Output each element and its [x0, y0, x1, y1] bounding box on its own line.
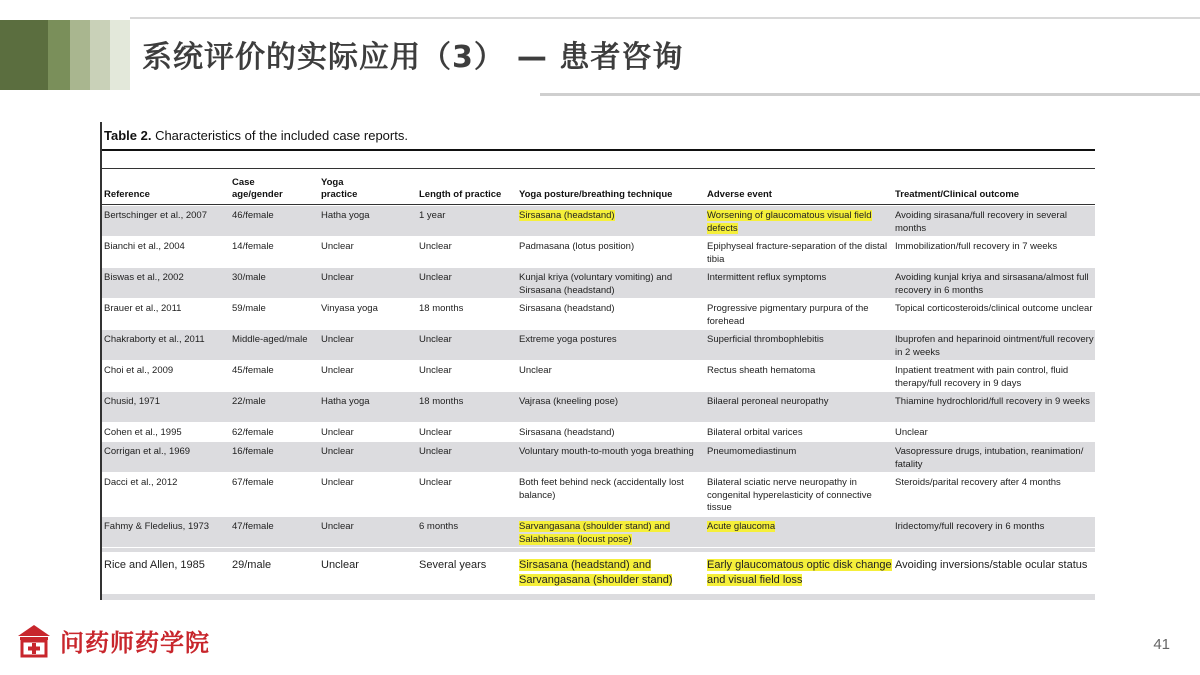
column-header-posture: Yoga posture/breathing technique	[519, 189, 673, 200]
table-row	[102, 473, 1095, 517]
column-header-yoga	[321, 177, 357, 201]
cell-treatment: Ibuprofen and heparinoid ointment/full recovery in 2 weeks	[895, 334, 1094, 358]
table-top-rule	[102, 149, 1095, 151]
table-header-bottom-rule	[102, 204, 1095, 205]
cell-reference: Rice and Allen, 1985	[104, 559, 205, 571]
column-header-length: Length of practice	[419, 189, 502, 200]
cell-treatment: Vasopressure drugs, intubation, reanimation/ fatality	[895, 446, 1084, 470]
cell-case: 29/male	[232, 559, 272, 571]
cell-adverse: Epiphyseal fracture-separation of the distal tibia	[707, 241, 888, 265]
cell-yoga: Unclear	[321, 365, 354, 376]
cell-reference: Biswas et al., 2002	[104, 272, 184, 283]
cell-reference: Corrigan et al., 1969	[104, 446, 191, 457]
table-row	[102, 299, 1095, 330]
cell-reference: Bianchi et al., 2004	[104, 241, 185, 252]
cell-reference: Choi et al., 2009	[104, 365, 174, 376]
cell-adverse: Superficial thrombophlebitis	[707, 334, 824, 345]
page-title-sub: — 患者咨询	[516, 40, 684, 75]
cell-case: Middle-aged/male	[232, 334, 308, 345]
cell-length: Unclear	[419, 334, 452, 345]
cell-adverse	[707, 558, 893, 588]
header-stripe	[70, 20, 90, 90]
cell-yoga: Unclear	[321, 334, 354, 345]
cell-posture: Vajrasa (kneeling pose)	[519, 396, 619, 407]
case-reports-table	[100, 122, 1095, 600]
cell-case: 62/female	[232, 427, 274, 438]
cell-length: Unclear	[419, 446, 452, 457]
cell-yoga: Unclear	[321, 559, 359, 571]
cell-length: Several years	[419, 559, 487, 571]
cell-reference: Fahmy & Fledelius, 1973	[104, 521, 210, 532]
highlighted-text: Worsening of glaucomatous visual field defects	[707, 210, 872, 234]
table-row	[102, 237, 1095, 268]
cell-case: 67/female	[232, 477, 274, 488]
table-body	[102, 206, 1095, 600]
table-row	[102, 268, 1095, 299]
cell-treatment: Steroids/parital recovery after 4 months	[895, 477, 1061, 488]
table-header-top-rule	[102, 168, 1095, 169]
cell-posture	[519, 521, 705, 546]
table-cutoff-row	[102, 594, 1095, 600]
header-stripe	[48, 20, 70, 90]
cell-posture: Unclear	[519, 365, 552, 376]
cell-yoga: Vinyasa yoga	[321, 303, 378, 314]
cell-case: 14/female	[232, 241, 274, 252]
table-row	[102, 361, 1095, 392]
cell-yoga: Hatha yoga	[321, 210, 370, 221]
cell-yoga: Unclear	[321, 446, 354, 457]
cell-case: 16/female	[232, 446, 274, 457]
cell-adverse: Bilaeral peroneal neuropathy	[707, 396, 829, 407]
column-header-case-line2: age/gender	[232, 189, 283, 200]
highlighted-text: Sarvangasana (shoulder stand) and Salabhasana (locust pose)	[519, 521, 671, 545]
page-title	[142, 32, 683, 76]
cell-reference: Dacci et al., 2012	[104, 477, 178, 488]
table-row	[102, 517, 1095, 548]
column-header-case	[232, 177, 283, 201]
pharmacy-school-icon	[16, 622, 52, 658]
table-row	[102, 206, 1095, 237]
column-header-adverse: Adverse event	[707, 189, 772, 200]
header-stripe	[0, 20, 48, 90]
cell-posture	[519, 558, 705, 588]
cell-treatment: Iridectomy/full recovery in 6 months	[895, 521, 1045, 532]
cell-adverse: Intermittent reflux symptoms	[707, 272, 827, 283]
cell-treatment: Avoiding sirasana/full recovery in several months	[895, 210, 1067, 234]
cell-case: 30/male	[232, 272, 266, 283]
cell-treatment: Unclear	[895, 427, 928, 438]
cell-case: 46/female	[232, 210, 274, 221]
cell-reference: Cohen et al., 1995	[104, 427, 182, 438]
cell-adverse: Rectus sheath hematoma	[707, 365, 816, 376]
highlighted-text: Acute glaucoma	[707, 521, 776, 532]
header-bottom-rule	[540, 93, 1200, 96]
table-header	[104, 177, 1094, 201]
brand-name: 问药师药学院	[60, 628, 210, 657]
cell-yoga: Unclear	[321, 477, 354, 488]
cell-treatment: Avoiding kunjal kriya and sirsasana/almost full recovery in 6 months	[895, 272, 1089, 296]
cell-reference: Chusid, 1971	[104, 396, 160, 407]
header-top-rule	[130, 17, 1200, 19]
cell-posture: Voluntary mouth-to-mouth yoga breathing	[519, 446, 694, 457]
column-header-reference: Reference	[104, 189, 150, 200]
cell-treatment: Immobilization/full recovery in 7 weeks	[895, 241, 1058, 252]
cell-length: Unclear	[419, 241, 452, 252]
cell-reference: Brauer et al., 2011	[104, 303, 182, 314]
cell-yoga: Hatha yoga	[321, 396, 370, 407]
table-caption	[104, 128, 408, 143]
header-decoration	[0, 20, 130, 90]
cell-posture: Padmasana (lotus position)	[519, 241, 635, 252]
cell-length: Unclear	[419, 477, 452, 488]
cell-posture: Sirsasana (headstand)	[519, 427, 615, 438]
highlighted-text: Sirsasana (headstand)	[519, 210, 615, 221]
cell-case: 59/male	[232, 303, 266, 314]
cell-length: 1 year	[419, 210, 446, 221]
cell-length: 18 months	[419, 396, 464, 407]
cell-adverse	[707, 210, 893, 235]
cell-treatment: Topical corticosteroids/clinical outcome unclear	[895, 303, 1093, 314]
table-row	[102, 423, 1095, 442]
cell-posture	[519, 210, 705, 223]
cell-treatment: Inpatient treatment with pain control, fluid therapy/full recovery in 9 days	[895, 365, 1069, 389]
brand-logo	[16, 622, 210, 658]
table-caption-text: Characteristics of the included case reports.	[151, 128, 408, 143]
table-row	[102, 442, 1095, 473]
cell-yoga: Unclear	[321, 521, 354, 532]
cell-adverse: Bilateral sciatic nerve neuropathy in congenital hyperelasticity of connective tissue	[707, 477, 872, 513]
column-header-case-line1: Case	[232, 177, 255, 188]
cell-yoga: Unclear	[321, 272, 354, 283]
cell-adverse	[707, 521, 893, 534]
column-header-yoga-line2: practice	[321, 189, 358, 200]
cell-case: 45/female	[232, 365, 274, 376]
cell-treatment: Avoiding inversions/stable ocular status	[895, 559, 1088, 571]
column-header-yoga-line1: Yoga	[321, 177, 344, 188]
cell-reference: Chakraborty et al., 2011	[104, 334, 205, 345]
cell-length: 6 months	[419, 521, 459, 532]
column-header-treatment: Treatment/Clinical outcome	[895, 189, 1020, 200]
table-row	[102, 552, 1095, 594]
table-row	[102, 330, 1095, 361]
cell-adverse: Bilateral orbital varices	[707, 427, 803, 438]
page-title-main: 系统评价的实际应用（3）	[142, 40, 505, 75]
cell-length: 18 months	[419, 303, 464, 314]
cell-posture: Sirsasana (headstand)	[519, 303, 615, 314]
cell-yoga: Unclear	[321, 241, 354, 252]
cell-treatment: Thiamine hydrochlorid/full recovery in 9 weeks	[895, 396, 1090, 407]
cell-length: Unclear	[419, 365, 452, 376]
cell-yoga: Unclear	[321, 427, 354, 438]
cell-case: 22/male	[232, 396, 266, 407]
cell-length: Unclear	[419, 272, 452, 283]
cell-posture: Kunjal kriya (voluntary vomiting) and Sirsasana (headstand)	[519, 272, 673, 296]
cell-posture: Both feet behind neck (accidentally lost balance)	[519, 477, 684, 501]
cell-adverse: Progressive pigmentary purpura of the forehead	[707, 303, 869, 327]
cell-length: Unclear	[419, 427, 452, 438]
highlighted-text: Sirsasana (headstand) and Sarvangasana (shoulder stand)	[519, 559, 673, 586]
cell-posture: Extreme yoga postures	[519, 334, 617, 345]
cell-reference: Bertschinger et al., 2007	[104, 210, 207, 221]
highlighted-text: Early glaucomatous optic disk change and visual field loss	[707, 559, 892, 586]
table-caption-label: Table 2.	[104, 128, 152, 143]
cell-case: 47/female	[232, 521, 274, 532]
header-stripe	[110, 20, 130, 90]
header-stripe	[90, 20, 110, 90]
table-row	[102, 392, 1095, 423]
page-number: 41	[1153, 636, 1170, 653]
cell-adverse: Pneumomediastinum	[707, 446, 797, 457]
